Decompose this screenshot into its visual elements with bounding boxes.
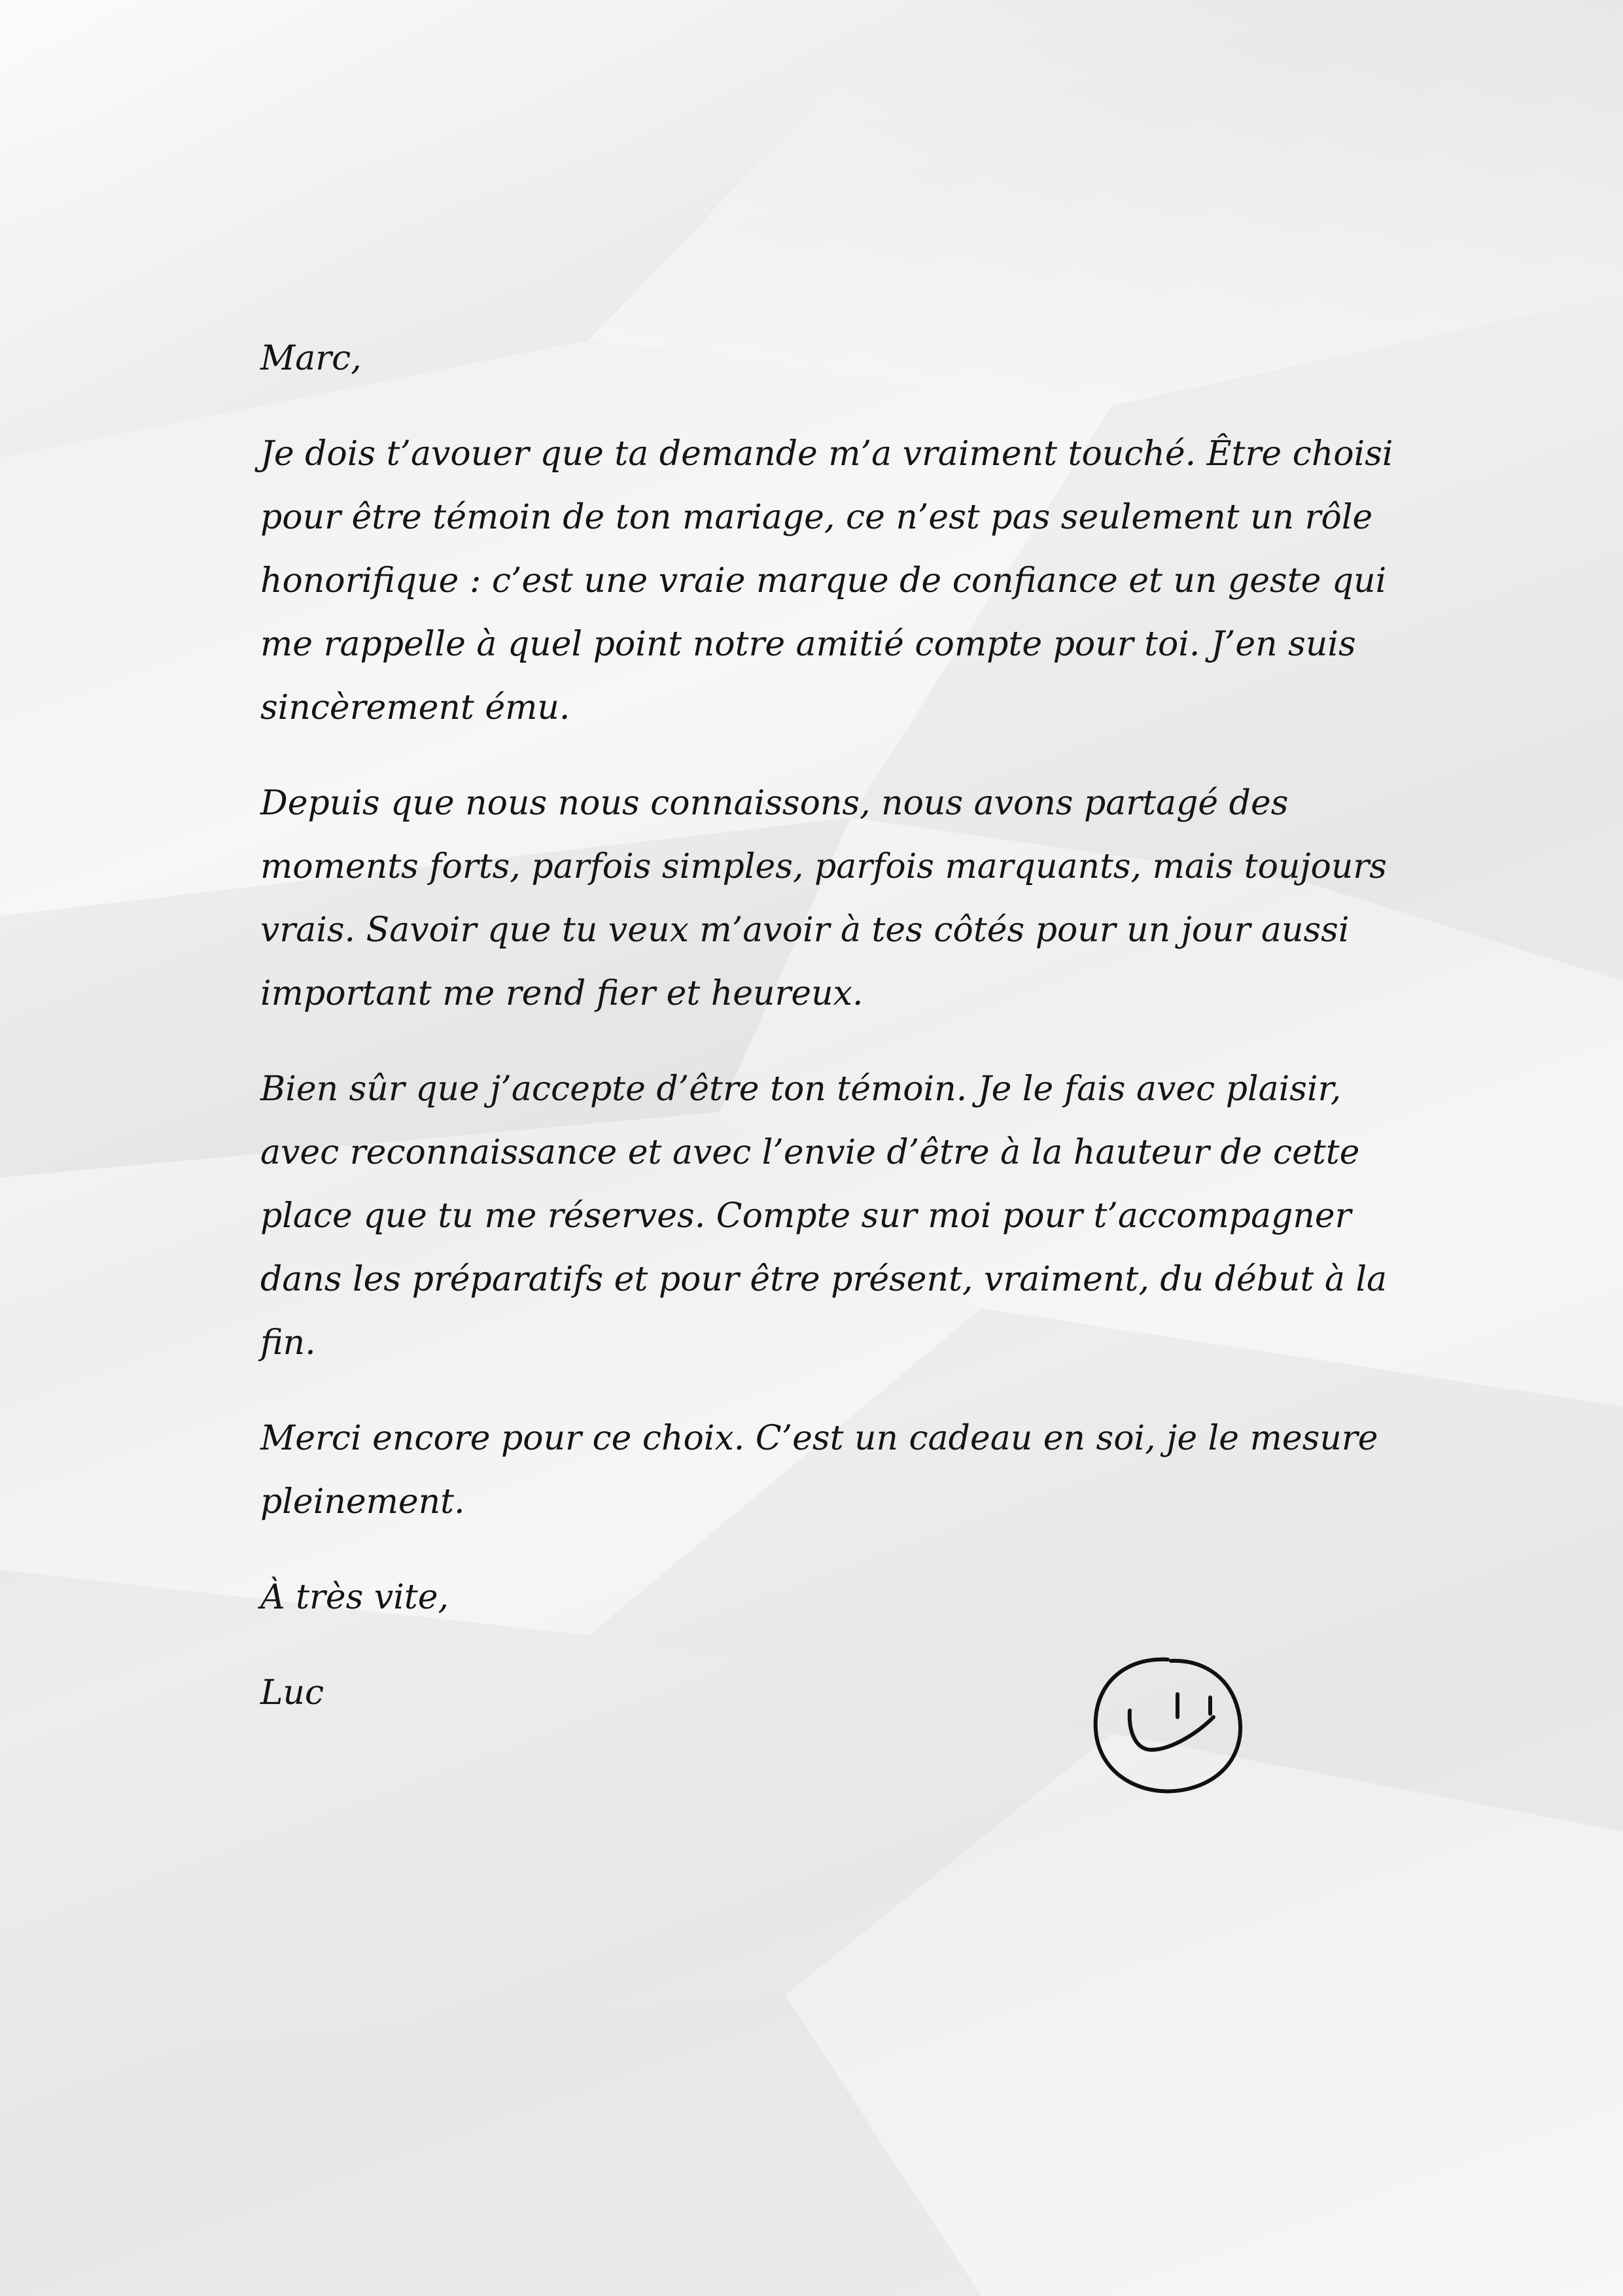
paragraph-2: Depuis que nous nous connaissons, nous avons partagé des moments forts, parfois simples, parfois marquants, mais toujours vrais. Savoir que tu veux m’avoir à tes côtés pour un jour aussi important me rend fier et heureux. bbox=[260, 784, 1387, 1013]
smiley-face-icon bbox=[1073, 1652, 1256, 1809]
closing: À très vite, bbox=[260, 1578, 449, 1617]
paragraph-3: Bien sûr que j’accepte d’être ton témoin. Je le fais avec plaisir, avec reconnaissance et avec l’envie d’être à la hauteur de cette place que tu me réserves. Compte sur moi pour t’accompagner dans les préparatifs et pour être présent, vraiment, du début à la fin. bbox=[260, 1070, 1387, 1363]
paragraph-1: Je dois t’avouer que ta demande m’a vraiment touché. Être choisi pour être témoin de ton mariage, ce n’est pas seulement un rôle honorifique : c’est une vraie marque de confiance et un geste qui me rappelle à quel point notre amitié compte pour toi. J’en suis sincèrement ému. bbox=[260, 434, 1393, 727]
signature: Luc bbox=[260, 1673, 324, 1713]
paragraph-4: Merci encore pour ce choix. C’est un cadeau en soi, je le mesure pleinement. bbox=[260, 1419, 1378, 1522]
letter-body bbox=[260, 327, 1412, 1757]
salutation: Marc, bbox=[260, 339, 362, 378]
